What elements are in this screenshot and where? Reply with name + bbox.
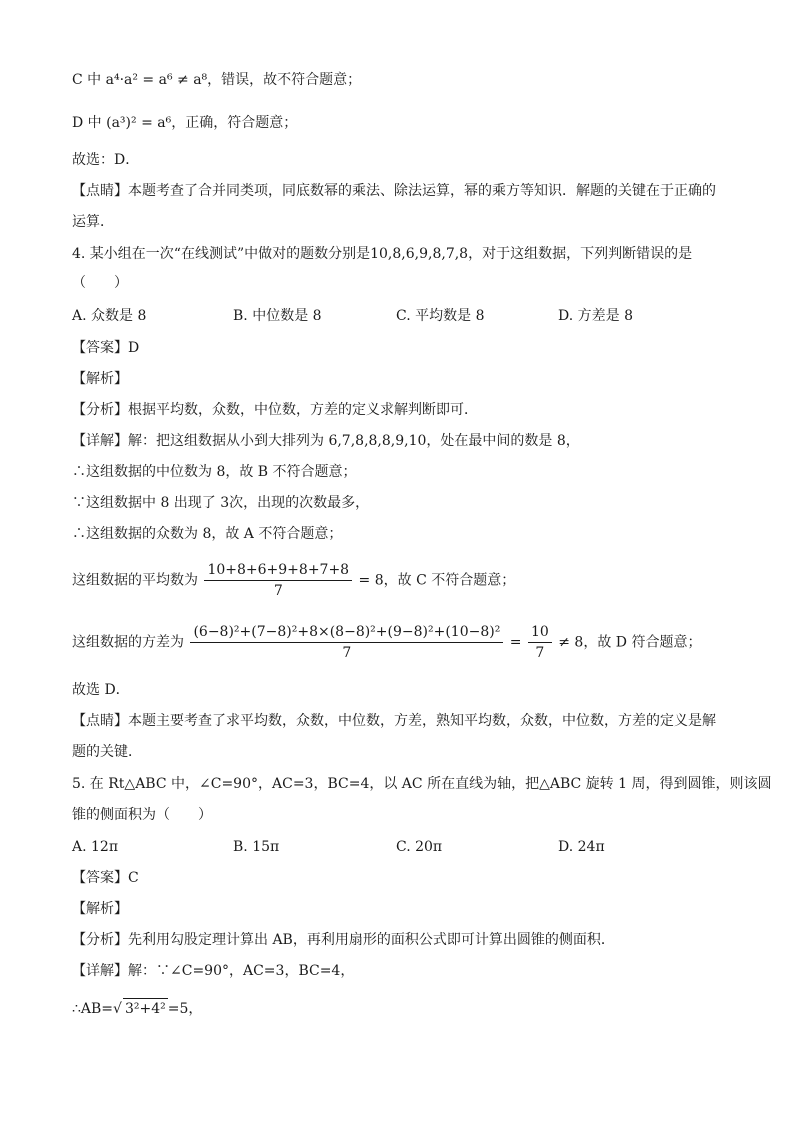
variance-equation <box>72 622 701 663</box>
analysis-q5: 【分析】先利用勾股定理计算出 AB，再利用扇形的面积公式即可计算出圆锥的侧面积． <box>72 932 615 948</box>
variance-fraction <box>190 622 503 663</box>
q5-option-b: B. 15π <box>233 839 280 855</box>
mean-denominator: 7 <box>273 583 283 599</box>
mean-suffix: = 8，故 C 不符合题意； <box>358 572 516 589</box>
ab-radicand: 3²+4² <box>123 998 168 1019</box>
variance-equals: = <box>509 634 522 651</box>
variance-result-numerator: 10 <box>528 622 552 643</box>
q5-option-a: A. 12π <box>72 839 119 855</box>
mean-fraction <box>204 560 352 601</box>
q5-option-c: C. 20π <box>396 839 443 855</box>
question-4-paren: （ ） <box>72 275 128 291</box>
answer-q4: 【答案】D <box>72 340 140 356</box>
q4-option-d: D. 方差是 8 <box>558 308 633 324</box>
mode-line: ∴这组数据的众数为 8，故 A 不符合题意； <box>72 526 343 542</box>
variance-result-denominator: 7 <box>535 645 545 661</box>
median-line: ∴这组数据的中位数为 8，故 B 不符合题意； <box>72 464 357 480</box>
q4-option-b: B. 中位数是 8 <box>233 308 322 324</box>
choose-answer-q4: 故选 D． <box>72 682 130 698</box>
ab-prefix: ∴AB= <box>72 1001 114 1017</box>
variance-suffix: ≠ 8，故 D 符合题意； <box>558 634 702 651</box>
q4-option-c: C. 平均数是 8 <box>396 308 485 324</box>
detail-q5: 【详解】解：∵∠C=90°，AC=3，BC=4， <box>72 963 355 979</box>
comment-q4-line2: 题的关键． <box>72 744 142 760</box>
variance-prefix: 这组数据的方差为 <box>72 634 184 651</box>
mean-equation <box>72 560 515 601</box>
comment-q3-line2: 运算． <box>72 214 114 230</box>
analysis-heading-q5: 【解析】 <box>72 901 128 917</box>
variance-denominator: 7 <box>342 645 352 661</box>
detail-q4: 【详解】解：把这组数据从小到大排列为 6,7,8,8,8,9,10，处在最中间的数是 8， <box>72 433 580 449</box>
question-5-stem-cont: 锥的侧面积为（ ） <box>72 807 212 823</box>
ab-equation <box>72 998 202 1019</box>
mean-prefix: 这组数据的平均数为 <box>72 572 198 589</box>
analysis-heading-q4: 【解析】 <box>72 371 128 387</box>
line-option-d-analysis: D 中 (a³)² = a⁶，正确，符合题意； <box>72 115 298 131</box>
choose-answer-q3: 故选：D． <box>72 152 140 168</box>
analysis-q4: 【分析】根据平均数，众数，中位数，方差的定义求解判断即可． <box>72 402 478 418</box>
ab-suffix: =5， <box>167 1001 203 1017</box>
comment-q3-line1: 【点睛】本题考查了合并同类项，同底数幂的乘法、除法运算，幂的乘方等知识．解题的关键在于正确的 <box>72 183 716 199</box>
line-option-c-analysis: C 中 a⁴·a² = a⁶ ≠ a⁸，错误，故不符合题意； <box>72 72 362 88</box>
answer-q5: 【答案】C <box>72 870 139 886</box>
sqrt-sign-icon: √ <box>113 1001 122 1017</box>
mean-numerator: 10+8+6+9+8+7+8 <box>204 560 352 581</box>
question-5-stem: 5. 在 Rt△ABC 中，∠C=90°，AC=3，BC=4，以 AC 所在直线为轴，把△ABC 旋转 1 周，得到圆锥，则该圆 <box>72 776 772 792</box>
q4-option-a: A. 众数是 8 <box>72 308 147 324</box>
variance-numerator: (6−8)²+(7−8)²+8×(8−8)²+(9−8)²+(10−8)² <box>190 622 503 643</box>
variance-result-fraction <box>528 622 552 663</box>
q5-option-d: D. 24π <box>558 839 605 855</box>
because-line: ∵这组数据中 8 出现了 3次，出现的次数最多， <box>72 495 370 511</box>
comment-q4-line1: 【点睛】本题主要考查了求平均数，众数，中位数，方差，熟知平均数，众数，中位数，方差的定义是解 <box>72 713 716 729</box>
question-4-stem: 4. 某小组在一次“在线测试”中做对的题数分别是10,8,6,9,8,7,8，对于这组数据，下列判断错误的是 <box>72 246 693 262</box>
